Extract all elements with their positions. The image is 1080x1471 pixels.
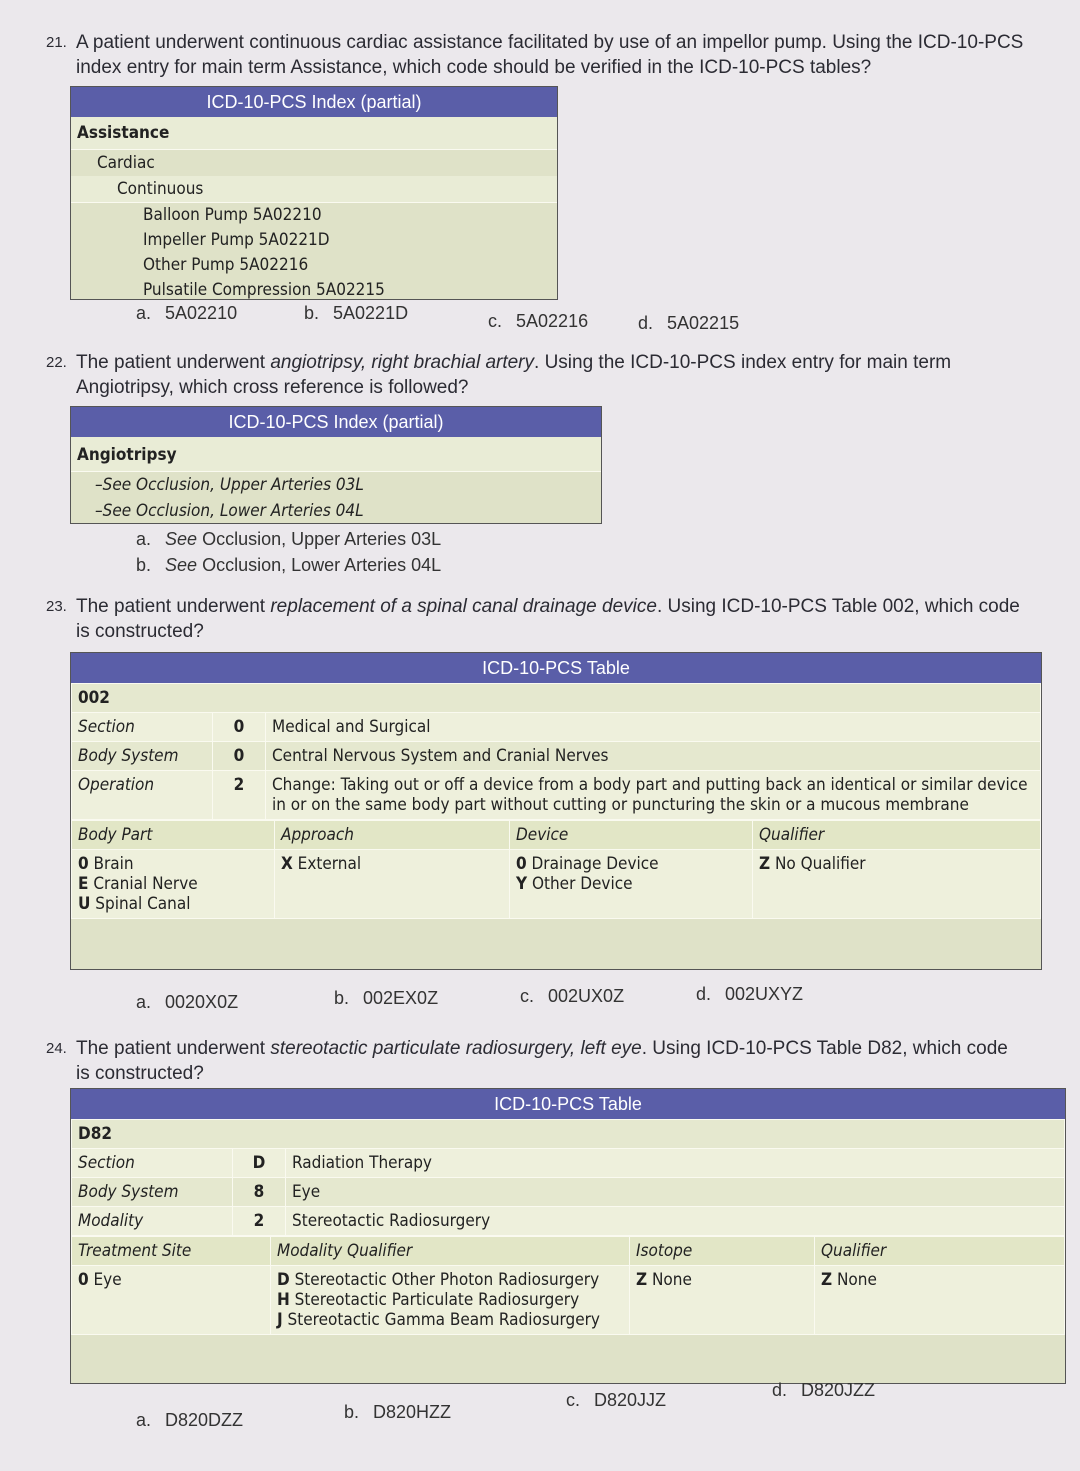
index-box-21 bbox=[70, 86, 558, 300]
index-entry: Balloon Pump 5A02210 bbox=[143, 205, 322, 225]
index-entry: Impeller Pump 5A0221D bbox=[143, 230, 330, 250]
list-item: Z None bbox=[821, 1270, 877, 1290]
list-item: 0 Eye bbox=[78, 1270, 122, 1290]
row-label: Body System bbox=[72, 742, 213, 771]
cross-reference: –See Occlusion, Lower Arteries 04L bbox=[95, 501, 364, 521]
list-item: U Spinal Canal bbox=[78, 894, 191, 914]
pcs-table bbox=[71, 683, 1041, 820]
list-item: 0 Drainage Device bbox=[516, 854, 659, 874]
row-label: Operation bbox=[72, 771, 213, 820]
list-item: 0 Brain bbox=[78, 854, 134, 874]
option-d[interactable]: d. D820JZZ bbox=[772, 1380, 876, 1400]
option-c[interactable]: c. D820JJZ bbox=[566, 1390, 667, 1410]
question-number: 23. bbox=[46, 598, 67, 615]
option-d[interactable]: d. 002UXYZ bbox=[696, 984, 804, 1004]
index-entry: Pulsatile Compression 5A02215 bbox=[143, 280, 385, 300]
row-desc: Central Nervous System and Cranial Nerves bbox=[266, 742, 1041, 771]
row-desc: Eye bbox=[286, 1178, 1065, 1207]
sub-term: Cardiac bbox=[97, 153, 155, 173]
row-code: 2 bbox=[213, 771, 266, 820]
row-code: D bbox=[233, 1149, 286, 1178]
row-label: Body System bbox=[72, 1178, 233, 1207]
box-title: ICD-10-PCS Table bbox=[71, 653, 1041, 683]
col-header: Approach bbox=[275, 821, 510, 850]
row-label: Section bbox=[72, 1149, 233, 1178]
qualifier-cell bbox=[815, 1266, 1065, 1335]
question-text: The patient underwent replacement of a spinal canal drainage device. Using ICD-10-PCS Table 002, which code is constructed? bbox=[76, 596, 1020, 642]
row-desc: Stereotactic Radiosurgery bbox=[286, 1207, 1065, 1236]
list-item: Z No Qualifier bbox=[759, 854, 866, 874]
option-a[interactable]: a. 5A02210 bbox=[136, 303, 238, 323]
option-b[interactable]: b. 002EX0Z bbox=[334, 988, 439, 1008]
row-desc: Radiation Therapy bbox=[286, 1149, 1065, 1178]
list-item: Y Other Device bbox=[516, 874, 633, 894]
col-header: Body Part bbox=[72, 821, 275, 850]
list-item: X External bbox=[281, 854, 362, 874]
table-id: D82 bbox=[72, 1120, 1065, 1149]
question-number: 22. bbox=[46, 354, 67, 371]
box-title: ICD-10-PCS Index (partial) bbox=[71, 407, 601, 437]
col-header: Qualifier bbox=[753, 821, 1041, 850]
sub-term: Continuous bbox=[71, 176, 557, 203]
option-b[interactable]: b. D820HZZ bbox=[344, 1402, 452, 1422]
pcs-characters bbox=[71, 820, 1041, 919]
list-item: J Stereotactic Gamma Beam Radiosurgery bbox=[277, 1310, 600, 1330]
question-number: 21. bbox=[46, 34, 67, 51]
isotope-cell bbox=[630, 1266, 815, 1335]
question-22 bbox=[46, 350, 1026, 400]
option-a[interactable]: a. See Occlusion, Upper Arteries 03L bbox=[136, 529, 442, 549]
modality-qualifier-cell bbox=[271, 1266, 630, 1335]
device-cell bbox=[510, 850, 753, 919]
option-b[interactable]: b. 5A0221D bbox=[304, 303, 409, 323]
approach-cell bbox=[275, 850, 510, 919]
question-text: A patient underwent continuous cardiac assistance facilitated by use of an impellor pump. Using the ICD-10-PCS index entry for main term Assistance, which code should be verified in the ICD-10-PCS tables? bbox=[76, 32, 1024, 78]
question-text: The patient underwent stereotactic particulate radiosurgery, left eye. Using ICD-10-PCS Table D82, which code is constructed? bbox=[76, 1038, 1008, 1084]
row-code: 0 bbox=[213, 713, 266, 742]
qualifier-cell bbox=[753, 850, 1041, 919]
row-code: 8 bbox=[233, 1178, 286, 1207]
question-23 bbox=[46, 594, 1026, 644]
option-a[interactable]: a. D820DZZ bbox=[136, 1410, 244, 1430]
pcs-characters bbox=[71, 1236, 1065, 1335]
col-header: Qualifier bbox=[815, 1237, 1065, 1266]
index-box-22 bbox=[70, 406, 602, 524]
col-header: Isotope bbox=[630, 1237, 815, 1266]
question-21 bbox=[46, 30, 1026, 80]
row-code: 2 bbox=[233, 1207, 286, 1236]
row-label: Section bbox=[72, 713, 213, 742]
row-code: 0 bbox=[213, 742, 266, 771]
row-desc: Medical and Surgical bbox=[266, 713, 1041, 742]
option-d[interactable]: d. 5A02215 bbox=[638, 313, 740, 333]
main-term: Assistance bbox=[71, 117, 557, 150]
option-c[interactable]: c. 002UX0Z bbox=[520, 986, 625, 1006]
row-desc: Change: Taking out or off a device from a body part and putting back an identical or similar device in or on the same body part without cutting or puncturing the skin or a mucous membrane bbox=[266, 771, 1041, 820]
table-id: 002 bbox=[72, 684, 1041, 713]
box-title: ICD-10-PCS Table bbox=[71, 1089, 1065, 1119]
main-term: Angiotripsy bbox=[71, 437, 601, 472]
question-24 bbox=[46, 1036, 1026, 1086]
treatment-site-cell bbox=[72, 1266, 271, 1335]
question-text: The patient underwent angiotripsy, right brachial artery. Using the ICD-10-PCS index entry for main term Angiotripsy, which cross reference is followed? bbox=[76, 352, 952, 398]
question-number: 24. bbox=[46, 1040, 67, 1057]
col-header: Device bbox=[510, 821, 753, 850]
list-item: D Stereotactic Other Photon Radiosurgery bbox=[277, 1270, 600, 1290]
row-label: Modality bbox=[72, 1207, 233, 1236]
option-a[interactable]: a. 0020X0Z bbox=[136, 992, 239, 1012]
index-entry: Other Pump 5A02216 bbox=[143, 255, 309, 275]
body-part-cell bbox=[72, 850, 275, 919]
option-c[interactable]: c. 5A02216 bbox=[488, 311, 589, 331]
pcs-table-d82 bbox=[70, 1088, 1066, 1384]
pcs-table-002 bbox=[70, 652, 1042, 970]
pcs-table bbox=[71, 1119, 1065, 1236]
box-title: ICD-10-PCS Index (partial) bbox=[71, 87, 557, 117]
list-item: Z None bbox=[636, 1270, 692, 1290]
option-b[interactable]: b. See Occlusion, Lower Arteries 04L bbox=[136, 555, 442, 575]
cross-reference: –See Occlusion, Upper Arteries 03L bbox=[95, 475, 364, 495]
list-item: H Stereotactic Particulate Radiosurgery bbox=[277, 1290, 580, 1310]
col-header: Modality Qualifier bbox=[271, 1237, 630, 1266]
col-header: Treatment Site bbox=[72, 1237, 271, 1266]
list-item: E Cranial Nerve bbox=[78, 874, 198, 894]
